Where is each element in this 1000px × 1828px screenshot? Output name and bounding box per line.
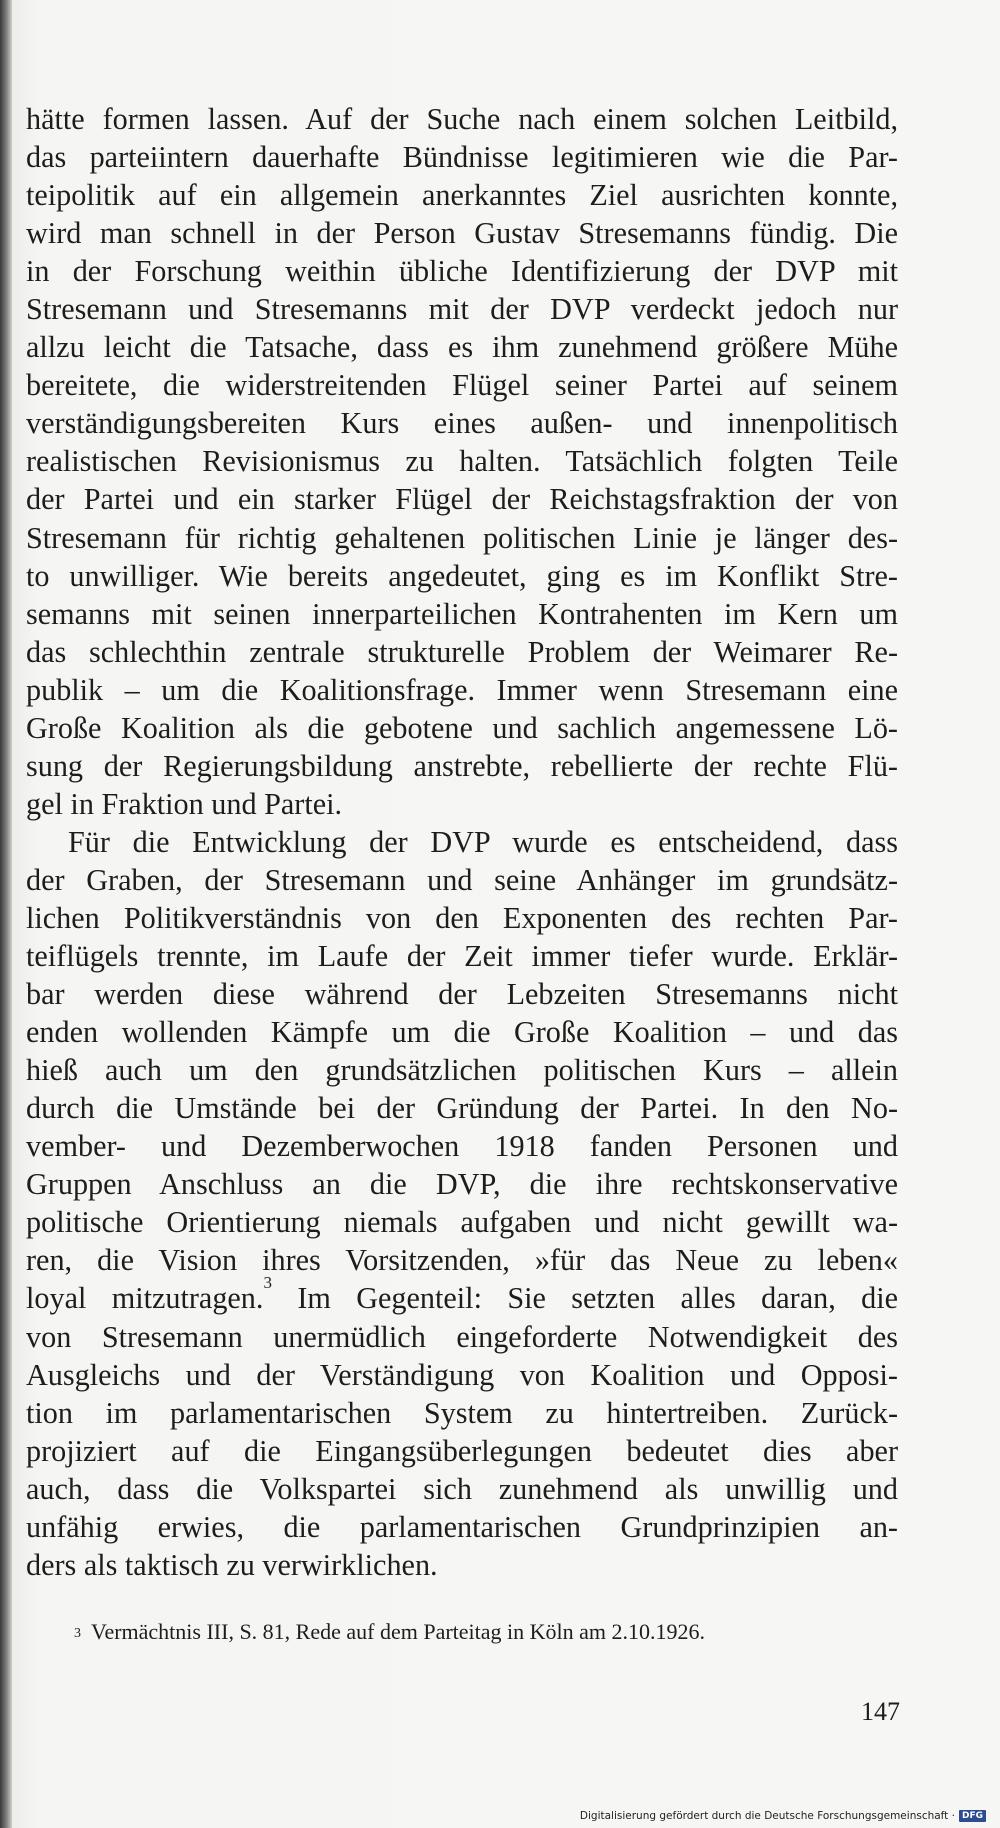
text-line: gel in Fraktion und Partei. xyxy=(26,786,343,821)
text-line: das parteiintern dauerhafte Bündnisse legitimieren wie die Par- xyxy=(26,140,898,175)
dfg-logo: DFG xyxy=(959,1810,986,1822)
text-line: hieß auch um den grundsätzlichen politischen Kurs – allein xyxy=(26,1053,898,1088)
text-line: politische Orientierung niemals aufgaben und nicht gewillt wa- xyxy=(26,1205,898,1240)
text-line: allzu leicht die Tatsache, dass es ihm zunehmend größere Mühe xyxy=(26,330,898,365)
text-line: das schlechthin zentrale strukturelle Problem der Weimarer Re- xyxy=(26,634,898,669)
text-line: verständigungsbereiten Kurs eines außen- und innenpolitisch xyxy=(26,406,898,441)
footnote-reference[interactable]: 3 xyxy=(263,1273,272,1293)
footnote-text: Vermächtnis III, S. 81, Rede auf dem Parteitag in Köln am 2.10.1926. xyxy=(91,1619,706,1644)
text-line xyxy=(26,1273,898,1317)
text-line: in der Forschung weithin übliche Identifizierung der DVP mit xyxy=(26,254,898,289)
text-line: Für die Entwicklung der DVP wurde es entscheidend, dass xyxy=(68,824,898,859)
text-line: Ausgleichs und der Verständigung von Koalition und Opposi- xyxy=(26,1357,898,1392)
text-line: durch die Umstände bei der Gründung der Partei. In den No- xyxy=(26,1091,898,1126)
text-line: bar werden diese während der Lebzeiten Stresemanns nicht xyxy=(26,977,898,1012)
text-line: Stresemann und Stresemanns mit der DVP verdeckt jedoch nur xyxy=(26,292,898,327)
text-line: sung der Regierungsbildung anstrebte, rebellierte der rechte Flü- xyxy=(26,748,898,783)
page-number: 147 xyxy=(861,1697,900,1726)
text-line: auch, dass die Volkspartei sich zunehmend als unwillig und xyxy=(26,1471,898,1506)
text-line: to unwilliger. Wie bereits angedeutet, ging es im Konflikt Stre- xyxy=(26,558,898,593)
text-line: Große Koalition als die gebotene und sachlich angemessene Lö- xyxy=(26,710,898,745)
text-line: wird man schnell in der Person Gustav Stresemanns fündig. Die xyxy=(26,216,898,251)
text-line: der Graben, der Stresemann und seine Anhänger im grundsätz- xyxy=(26,862,898,897)
text-segment: loyal mitzutragen. xyxy=(26,1281,264,1316)
text-line: Gruppen Anschluss an die DVP, die ihre rechtskonservative xyxy=(26,1167,898,1202)
text-line: ren, die Vision ihres Vorsitzenden, »für das Neue zu leben« xyxy=(26,1243,898,1278)
text-line: Stresemann für richtig gehaltenen politischen Linie je länger des- xyxy=(26,520,898,555)
text-line: semanns mit seinen innerparteilichen Kontrahenten im Kern um xyxy=(26,596,898,631)
paragraph-2 xyxy=(26,823,898,1584)
text-line: tion im parlamentarischen System zu hintertreiben. Zurück- xyxy=(26,1395,898,1430)
text-segment: Im Gegenteil: Sie setzten alles daran, die xyxy=(271,1281,898,1316)
text-line: von Stresemann unermüdlich eingeforderte Notwendigkeit des xyxy=(26,1319,898,1354)
text-line: teiflügels trennte, im Laufe der Zeit immer tiefer wurde. Erklär- xyxy=(26,939,898,974)
text-line: projiziert auf die Eingangsüberlegungen bedeutet dies aber xyxy=(26,1433,898,1468)
footnote xyxy=(74,1618,894,1646)
digitization-credit xyxy=(580,1810,986,1822)
footnote-number: 3 xyxy=(74,1626,81,1641)
text-line: unfähig erwies, die parlamentarischen Grundprinzipien an- xyxy=(26,1509,898,1544)
text-line: lichen Politikverständnis von den Exponenten des rechten Par- xyxy=(26,900,898,935)
book-spine-shadow xyxy=(0,0,12,1828)
paragraph-1 xyxy=(26,100,898,823)
text-line: publik – um die Koalitionsfrage. Immer wenn Stresemann eine xyxy=(26,672,898,707)
text-line: bereitete, die widerstreitenden Flügel seiner Partei auf seinem xyxy=(26,368,898,403)
text-line: vember- und Dezemberwochen 1918 fanden Personen und xyxy=(26,1129,898,1164)
text-line: enden wollenden Kämpfe um die Große Koalition – und das xyxy=(26,1015,898,1050)
body-text xyxy=(26,100,898,1584)
text-line: der Partei und ein starker Flügel der Reichstagsfraktion der von xyxy=(26,482,898,517)
credit-text: Digitalisierung gefördert durch die Deutsche Forschungsgemeinschaft · xyxy=(579,1810,955,1822)
text-line: hätte formen lassen. Auf der Suche nach einem solchen Leitbild, xyxy=(26,102,898,136)
text-line: ders als taktisch zu verwirklichen. xyxy=(26,1547,438,1582)
text-line: teipolitik auf ein allgemein anerkanntes Ziel ausrichten konnte, xyxy=(26,178,898,213)
text-line: realistischen Revisionismus zu halten. Tatsächlich folgten Teile xyxy=(26,444,898,479)
